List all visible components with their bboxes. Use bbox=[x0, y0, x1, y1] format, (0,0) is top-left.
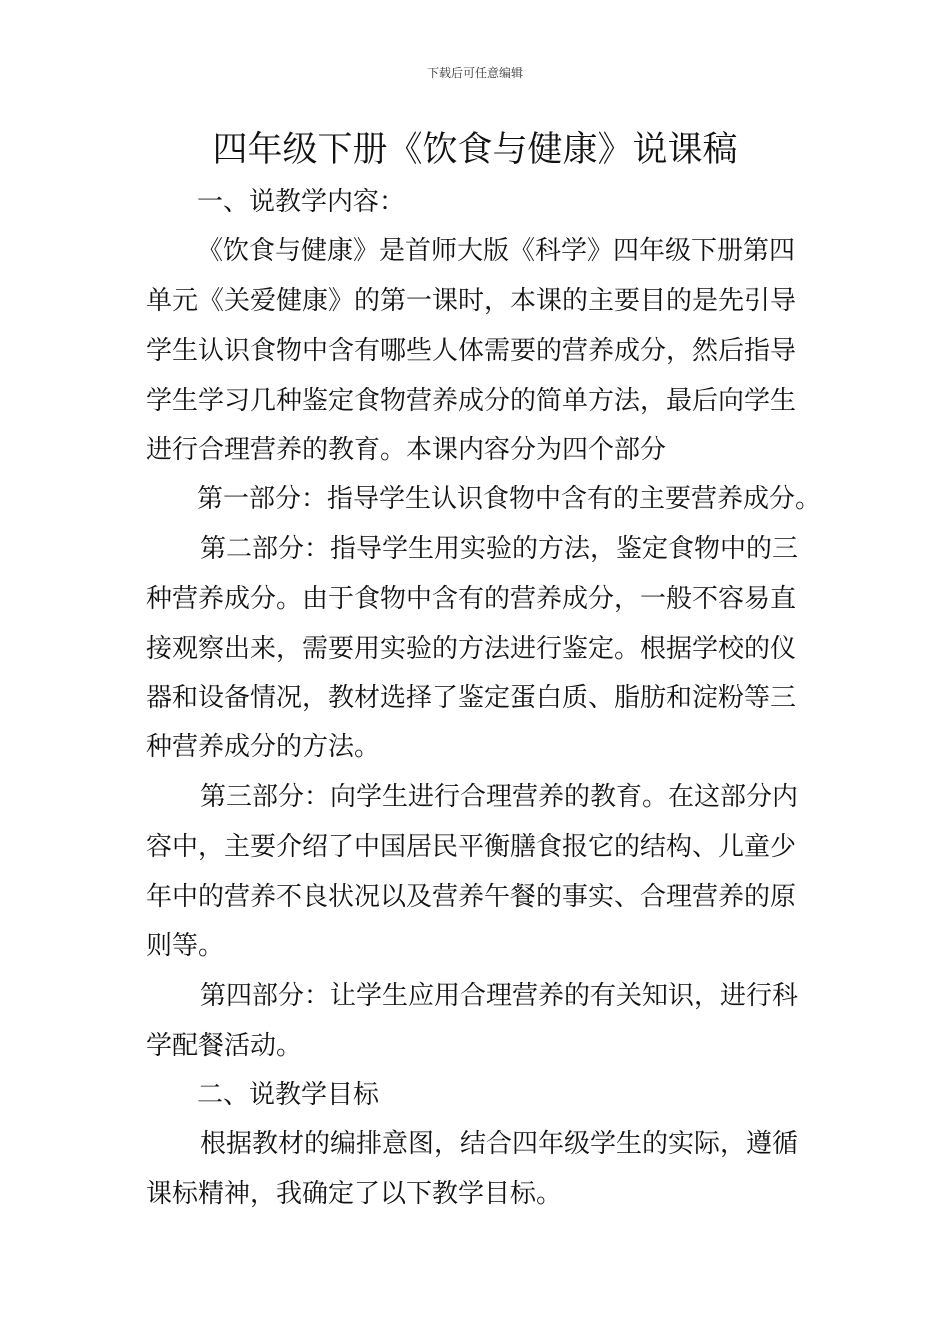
section-heading-content: 一、说教学内容： bbox=[197, 187, 406, 217]
paragraph-line: 第二部分：指导学生用实验的方法，鉴定食物中的三 bbox=[200, 534, 799, 564]
document-title: 四年级下册《饮食与健康》说课稿 bbox=[212, 130, 738, 170]
paragraph-line: 第一部分：指导学生认识食物中含有的主要营养成分。 bbox=[197, 484, 822, 514]
paragraph-line: 课标精神，我确定了以下教学目标。 bbox=[146, 1179, 563, 1209]
paragraph-line: 单元《关爱健康》的第一课时，本课的主要目的是先引导 bbox=[146, 286, 797, 316]
paragraph-line: 进行合理营养的教育。本课内容分为四个部分 bbox=[146, 435, 667, 465]
paragraph-line: 种营养成分。由于食物中含有的营养成分，一般不容易直 bbox=[146, 584, 797, 614]
paragraph-line: 种营养成分的方法。 bbox=[146, 732, 381, 762]
paragraph-line: 器和设备情况，教材选择了鉴定蛋白质、脂肪和淀粉等三 bbox=[146, 683, 797, 713]
paragraph-line: 第三部分：向学生进行合理营养的教育。在这部分内 bbox=[200, 782, 799, 812]
paragraph-line: 第四部分：让学生应用合理营养的有关知识，进行科 bbox=[200, 981, 799, 1011]
paragraph-line: 则等。 bbox=[146, 931, 225, 961]
paragraph-line: 年中的营养不良状况以及营养午餐的事实、合理营养的原 bbox=[146, 882, 797, 912]
paragraph-line: 学配餐活动。 bbox=[146, 1031, 303, 1061]
section-heading-goals: 二、说教学目标 bbox=[197, 1080, 380, 1110]
paragraph-line: 《饮食与健康》是首师大版《科学》四年级下册第四 bbox=[197, 236, 796, 266]
paragraph-line: 学生学习几种鉴定食物营养成分的简单方法，最后向学生 bbox=[146, 386, 797, 416]
paragraph-line: 接观察出来，需要用实验的方法进行鉴定。根据学校的仪 bbox=[146, 634, 797, 664]
header-note: 下载后可任意编辑 bbox=[426, 66, 523, 80]
paragraph-line: 学生认识食物中含有哪些人体需要的营养成分，然后指导 bbox=[146, 336, 797, 366]
paragraph-line: 容中，主要介绍了中国居民平衡膳食报它的结构、儿童少 bbox=[146, 832, 797, 862]
paragraph-line: 根据教材的编排意图，结合四年级学生的实际，遵循 bbox=[200, 1129, 799, 1159]
